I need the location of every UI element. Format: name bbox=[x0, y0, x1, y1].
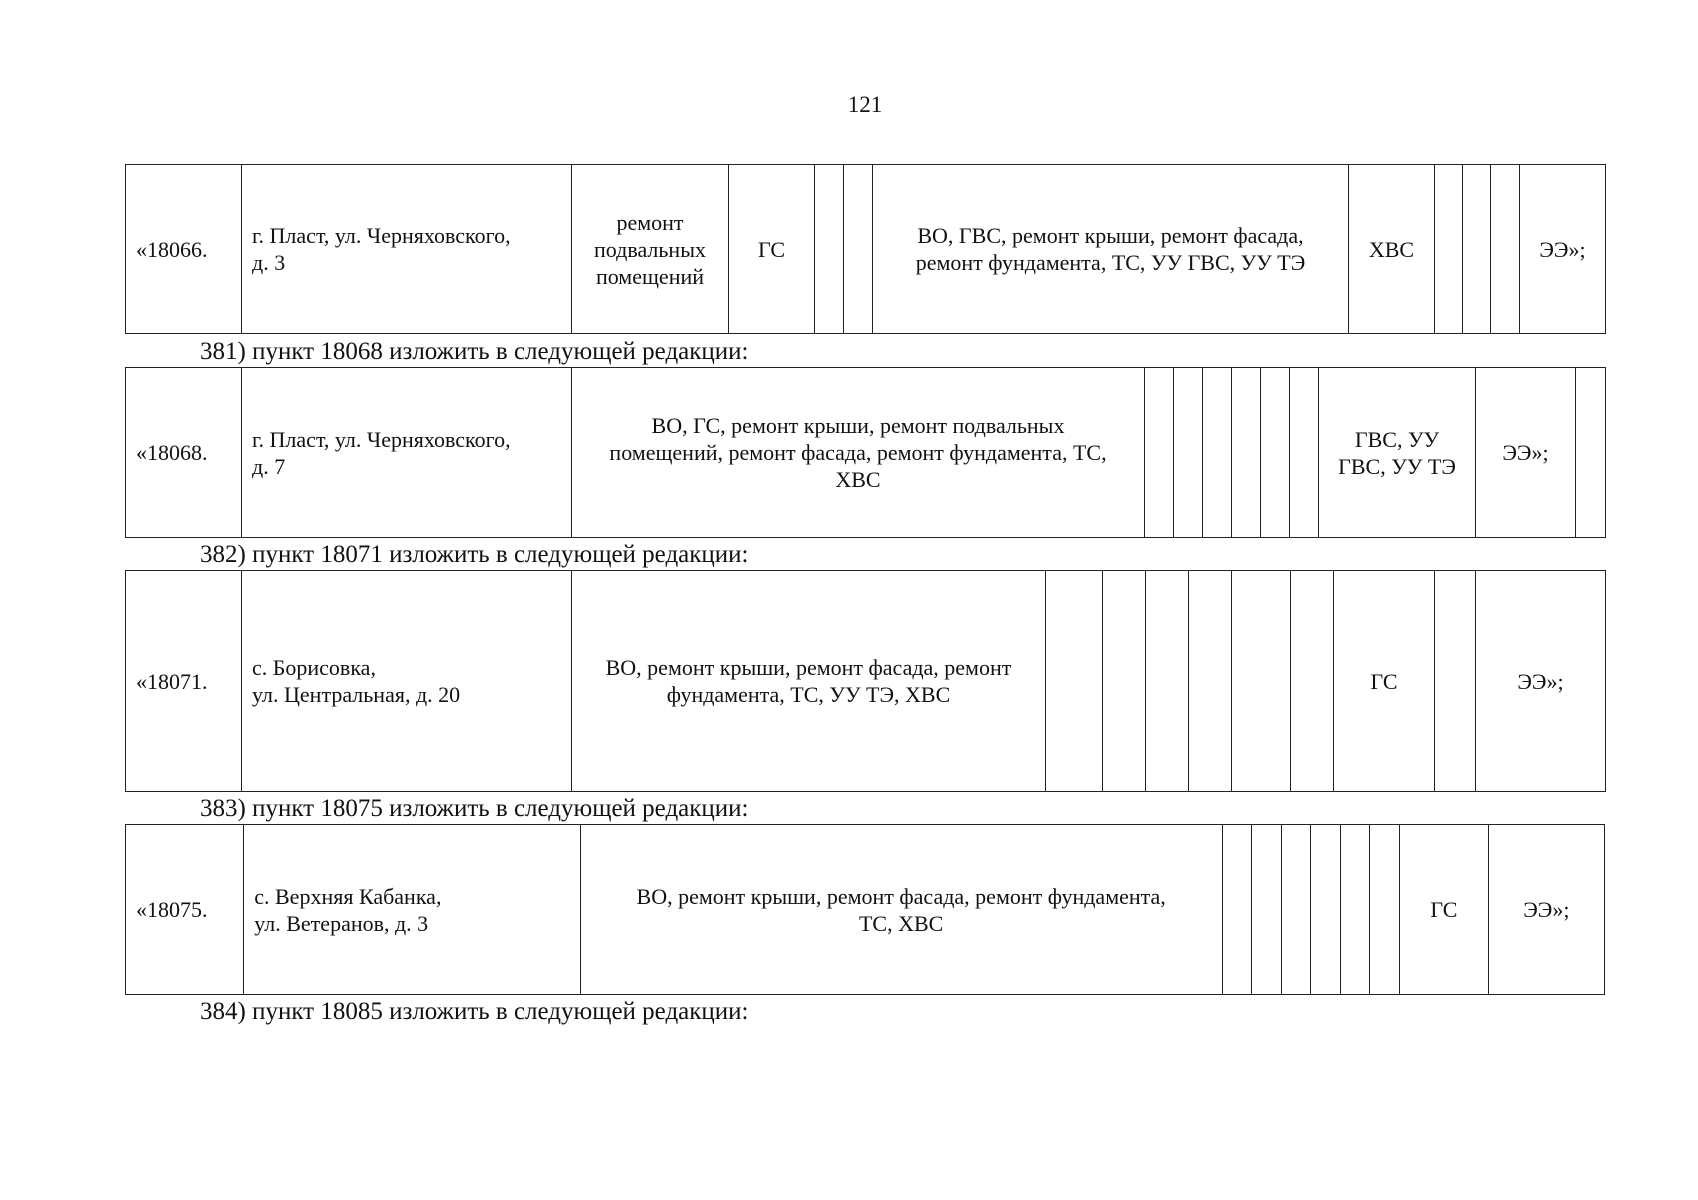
work-cell: ГС bbox=[1400, 825, 1489, 995]
record-address bbox=[242, 368, 572, 538]
empty-cell bbox=[1189, 571, 1232, 792]
empty-cell bbox=[1311, 825, 1341, 995]
empty-cell bbox=[1103, 571, 1146, 792]
work-cell: ЭЭ»; bbox=[1476, 368, 1576, 538]
empty-cell bbox=[1232, 571, 1291, 792]
address-line: ул. Ветеранов, д. 3 bbox=[254, 910, 429, 936]
work-cell bbox=[1319, 368, 1476, 538]
empty-cell bbox=[1576, 368, 1606, 538]
record-number: «18075. bbox=[126, 825, 244, 995]
empty-cell bbox=[1491, 165, 1520, 334]
record-address bbox=[244, 825, 580, 995]
cell-line: помещений, ремонт фасада, ремонт фундамента, ТС, bbox=[609, 440, 1107, 465]
instruction-line: 381) пункт 18068 изложить в следующей редакции: bbox=[200, 338, 749, 365]
empty-cell bbox=[815, 165, 844, 334]
work-cell bbox=[873, 165, 1349, 334]
record-address bbox=[242, 571, 572, 792]
record-table-18075 bbox=[125, 824, 1605, 995]
empty-cell bbox=[1281, 825, 1311, 995]
work-cell: ЭЭ»; bbox=[1520, 165, 1606, 334]
address-line: г. Пласт, ул. Черняховского, bbox=[252, 426, 511, 452]
empty-cell bbox=[1232, 368, 1261, 538]
work-cell: ГС bbox=[1334, 571, 1435, 792]
empty-cell bbox=[1290, 368, 1319, 538]
cell-line: подвальных bbox=[594, 236, 706, 262]
record-table-18071 bbox=[125, 570, 1606, 792]
address-line: ул. Центральная, д. 20 bbox=[252, 682, 461, 707]
cell-line: помещений bbox=[595, 263, 705, 289]
work-cell: ХВС bbox=[1349, 165, 1435, 334]
record-table-18066 bbox=[125, 164, 1606, 334]
table-row bbox=[126, 571, 1606, 792]
page-number: 121 bbox=[847, 92, 883, 117]
work-cell bbox=[572, 165, 729, 334]
empty-cell bbox=[1435, 571, 1476, 792]
cell-line: фундамента, ТС, УУ ТЭ, ХВС bbox=[666, 682, 951, 707]
work-cell: ЭЭ»; bbox=[1488, 825, 1604, 995]
cell-line: ВО, ремонт крыши, ремонт фасада, ремонт фундамента, bbox=[636, 883, 1166, 909]
work-cell bbox=[572, 368, 1145, 538]
cell-line: ремонт фундамента, ТС, УУ ГВС, УУ ТЭ bbox=[915, 250, 1306, 275]
empty-cell bbox=[1046, 571, 1103, 792]
cell-line: ВО, ГВС, ремонт крыши, ремонт фасада, bbox=[917, 223, 1304, 248]
record-number: «18071. bbox=[126, 571, 242, 792]
cell-line: ремонт bbox=[616, 209, 684, 235]
empty-cell bbox=[1174, 368, 1203, 538]
empty-cell bbox=[1146, 571, 1189, 792]
empty-cell bbox=[1340, 825, 1370, 995]
record-number: «18066. bbox=[126, 165, 242, 334]
table-row bbox=[126, 825, 1605, 995]
record-address bbox=[242, 165, 572, 334]
empty-cell bbox=[1252, 825, 1282, 995]
record-number: «18068. bbox=[126, 368, 242, 538]
address-line: с. Верхняя Кабанка, bbox=[254, 883, 442, 909]
work-cell: ЭЭ»; bbox=[1476, 571, 1606, 792]
empty-cell bbox=[1370, 825, 1400, 995]
cell-line: ВО, ГС, ремонт крыши, ремонт подвальных bbox=[651, 413, 1065, 438]
address-line: д. 7 bbox=[252, 453, 286, 479]
instruction-line: 382) пункт 18071 изложить в следующей редакции: bbox=[200, 541, 749, 568]
record-table-18068 bbox=[125, 367, 1606, 538]
empty-cell bbox=[1463, 165, 1491, 334]
cell-line: ХВС bbox=[835, 467, 881, 492]
work-cell bbox=[580, 825, 1222, 995]
table-row bbox=[126, 165, 1606, 334]
work-cell: ГС bbox=[729, 165, 815, 334]
empty-cell bbox=[1291, 571, 1334, 792]
empty-cell bbox=[1261, 368, 1290, 538]
work-cell bbox=[572, 571, 1046, 792]
empty-cell bbox=[1435, 165, 1463, 334]
cell-line: ГВС, УУ bbox=[1354, 426, 1440, 452]
empty-cell bbox=[844, 165, 873, 334]
instruction-line: 384) пункт 18085 изложить в следующей редакции: bbox=[200, 998, 749, 1025]
empty-cell bbox=[1222, 825, 1252, 995]
instruction-line: 383) пункт 18075 изложить в следующей редакции: bbox=[200, 795, 749, 822]
table-row bbox=[126, 368, 1606, 538]
address-line: д. 3 bbox=[252, 250, 286, 275]
cell-line: ГВС, УУ ТЭ bbox=[1338, 453, 1456, 479]
cell-line: ТС, ХВС bbox=[858, 910, 944, 936]
empty-cell bbox=[1145, 368, 1174, 538]
empty-cell bbox=[1203, 368, 1232, 538]
address-line: г. Пласт, ул. Черняховского, bbox=[252, 223, 511, 248]
cell-line: ВО, ремонт крыши, ремонт фасада, ремонт bbox=[605, 655, 1012, 680]
address-line: с. Борисовка, bbox=[252, 655, 376, 680]
